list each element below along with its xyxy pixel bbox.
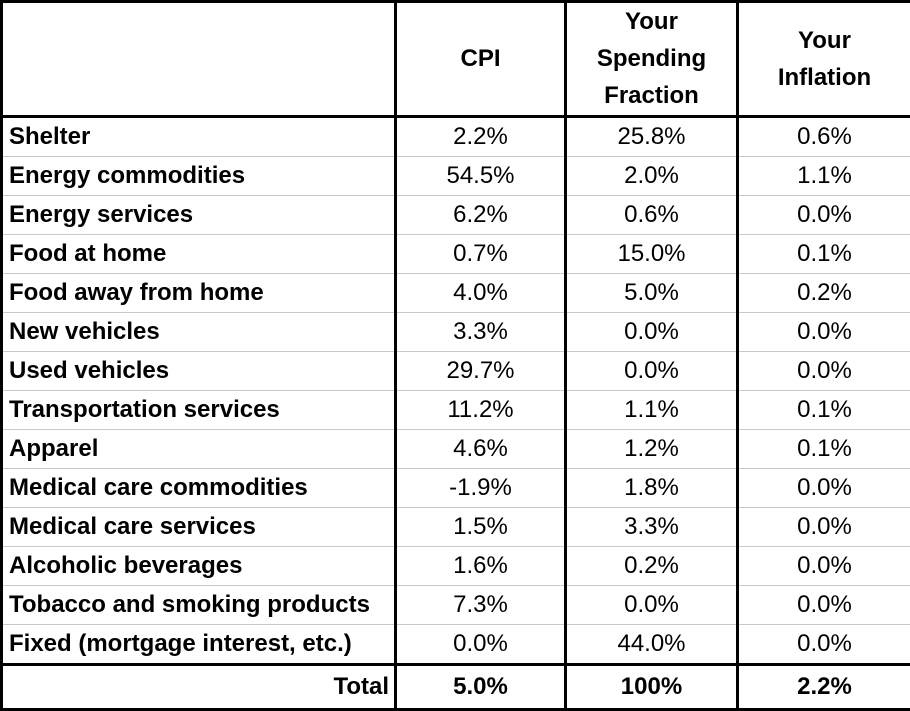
your-inflation-value: 0.2%	[738, 273, 910, 312]
cpi-value: 7.3%	[396, 585, 566, 624]
total-row	[2, 664, 910, 709]
table-row	[2, 585, 910, 624]
spending-fraction-value: 0.6%	[566, 195, 738, 234]
spending-fraction-value: 3.3%	[566, 507, 738, 546]
your-inflation-value: 0.0%	[738, 468, 910, 507]
your-inflation-value: 0.0%	[738, 546, 910, 585]
table-row	[2, 273, 910, 312]
row-label: Food at home	[2, 234, 396, 273]
row-label: Alcoholic beverages	[2, 546, 396, 585]
table-row	[2, 351, 910, 390]
row-label: Energy commodities	[2, 156, 396, 195]
spending-fraction-value: 1.1%	[566, 390, 738, 429]
total-label: Total	[2, 664, 396, 709]
spending-fraction-value: 15.0%	[566, 234, 738, 273]
cpi-value: 6.2%	[396, 195, 566, 234]
spending-fraction-value: 25.8%	[566, 116, 738, 156]
row-label: Used vehicles	[2, 351, 396, 390]
row-label: New vehicles	[2, 312, 396, 351]
row-label: Energy services	[2, 195, 396, 234]
spending-fraction-value: 1.2%	[566, 429, 738, 468]
table-row	[2, 546, 910, 585]
spending-fraction-value: 0.0%	[566, 585, 738, 624]
your-inflation-value: 0.0%	[738, 312, 910, 351]
table-row	[2, 195, 910, 234]
cpi-value: 29.7%	[396, 351, 566, 390]
table-row	[2, 624, 910, 664]
row-label: Shelter	[2, 116, 396, 156]
table-row	[2, 390, 910, 429]
spending-fraction-value: 1.8%	[566, 468, 738, 507]
row-label: Apparel	[2, 429, 396, 468]
spending-fraction-value: 2.0%	[566, 156, 738, 195]
header-row	[2, 2, 910, 117]
row-label: Fixed (mortgage interest, etc.)	[2, 624, 396, 664]
your-inflation-value: 0.0%	[738, 507, 910, 546]
spending-fraction-value: 5.0%	[566, 273, 738, 312]
header-spending-fraction: Your Spending Fraction	[566, 2, 738, 117]
your-inflation-value: 0.0%	[738, 585, 910, 624]
total-cpi-value: 5.0%	[396, 664, 566, 709]
cpi-value: -1.9%	[396, 468, 566, 507]
table-row	[2, 468, 910, 507]
table-row	[2, 234, 910, 273]
your-inflation-value: 0.1%	[738, 390, 910, 429]
spending-fraction-value: 44.0%	[566, 624, 738, 664]
row-label: Tobacco and smoking products	[2, 585, 396, 624]
header-your-inflation: Your Inflation	[738, 2, 910, 117]
cpi-value: 2.2%	[396, 116, 566, 156]
cpi-value: 4.6%	[396, 429, 566, 468]
spending-fraction-value: 0.0%	[566, 351, 738, 390]
cpi-value: 1.6%	[396, 546, 566, 585]
your-inflation-value: 0.0%	[738, 195, 910, 234]
header-category	[2, 2, 396, 117]
total-your-inflation-value: 2.2%	[738, 664, 910, 709]
cpi-value: 4.0%	[396, 273, 566, 312]
your-inflation-value: 0.0%	[738, 624, 910, 664]
total-spending-fraction-value: 100%	[566, 664, 738, 709]
table-row	[2, 312, 910, 351]
table-row	[2, 116, 910, 156]
cpi-value: 0.7%	[396, 234, 566, 273]
your-inflation-value: 0.1%	[738, 429, 910, 468]
cpi-value: 3.3%	[396, 312, 566, 351]
row-label: Transportation services	[2, 390, 396, 429]
row-label: Food away from home	[2, 273, 396, 312]
cpi-value: 54.5%	[396, 156, 566, 195]
your-inflation-value: 0.6%	[738, 116, 910, 156]
cpi-value: 1.5%	[396, 507, 566, 546]
table-row	[2, 429, 910, 468]
cpi-value: 0.0%	[396, 624, 566, 664]
table-row	[2, 507, 910, 546]
row-label: Medical care services	[2, 507, 396, 546]
spending-fraction-value: 0.0%	[566, 312, 738, 351]
your-inflation-value: 0.1%	[738, 234, 910, 273]
cpi-value: 11.2%	[396, 390, 566, 429]
spending-fraction-value: 0.2%	[566, 546, 738, 585]
your-inflation-value: 1.1%	[738, 156, 910, 195]
table-row	[2, 156, 910, 195]
row-label: Medical care commodities	[2, 468, 396, 507]
header-cpi: CPI	[396, 2, 566, 117]
your-inflation-value: 0.0%	[738, 351, 910, 390]
